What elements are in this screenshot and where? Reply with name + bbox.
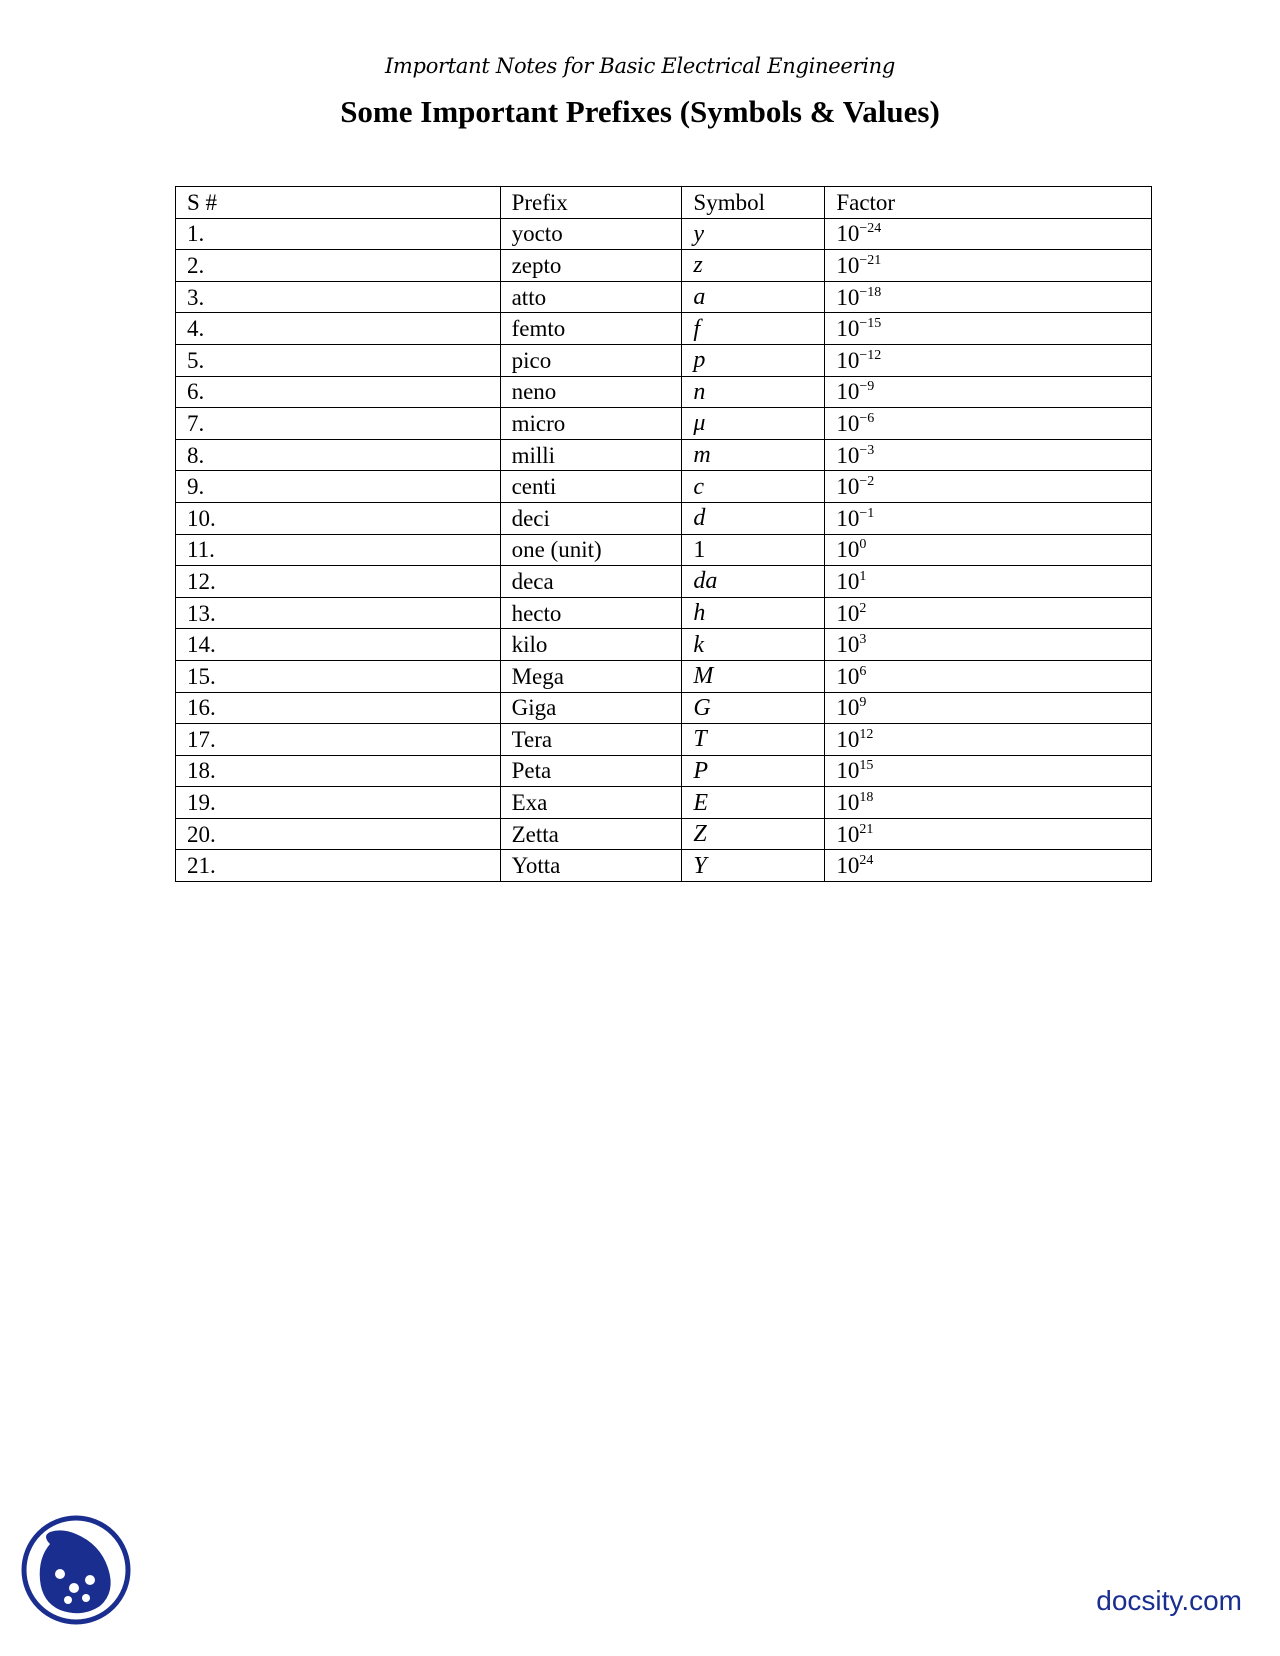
row-symbol-cell: f (682, 313, 825, 345)
row-symbol-cell: T (682, 724, 825, 756)
table-row (176, 566, 1152, 598)
factor-exponent: 1 (859, 568, 867, 584)
row-symbol-cell: da (682, 566, 825, 598)
row-prefix-cell: deci (500, 502, 682, 534)
row-factor-cell (825, 660, 1152, 692)
table-row (176, 439, 1152, 471)
factor-exponent: −9 (859, 379, 875, 395)
table-row (176, 502, 1152, 534)
factor-base: 10 (836, 758, 860, 784)
column-header-prefix: Prefix (500, 187, 682, 219)
factor-base: 10 (836, 790, 860, 816)
factor-exponent: 18 (859, 790, 874, 806)
row-sn-cell: 2. (176, 250, 501, 282)
row-factor-cell (825, 566, 1152, 598)
row-factor-cell (825, 471, 1152, 503)
row-factor-cell (825, 218, 1152, 250)
row-symbol-cell: 1 (682, 534, 825, 566)
row-factor-cell (825, 597, 1152, 629)
factor-exponent: −2 (859, 474, 875, 490)
row-symbol-cell: P (682, 755, 825, 787)
table-row (176, 313, 1152, 345)
table-row (176, 692, 1152, 724)
table-header-row (176, 187, 1152, 219)
factor-exponent: −18 (859, 284, 882, 300)
row-sn-cell: 15. (176, 660, 501, 692)
row-factor-cell (825, 692, 1152, 724)
row-symbol-cell: m (682, 439, 825, 471)
row-symbol-cell: z (682, 250, 825, 282)
row-prefix-cell: neno (500, 376, 682, 408)
factor-base: 10 (836, 221, 860, 247)
factor-base: 10 (836, 821, 860, 847)
prefix-table (175, 186, 1152, 882)
factor-exponent: −12 (859, 347, 882, 363)
row-prefix-cell: zepto (500, 250, 682, 282)
row-symbol-cell: n (682, 376, 825, 408)
row-factor-cell (825, 313, 1152, 345)
row-prefix-cell: micro (500, 408, 682, 440)
row-prefix-cell: femto (500, 313, 682, 345)
column-header-symbol: Symbol (682, 187, 825, 219)
factor-base: 10 (836, 632, 860, 658)
factor-base: 10 (836, 379, 860, 405)
factor-base: 10 (836, 853, 860, 879)
row-prefix-cell: Zetta (500, 818, 682, 850)
row-prefix-cell: yocto (500, 218, 682, 250)
table-row (176, 376, 1152, 408)
row-factor-cell (825, 629, 1152, 661)
factor-base: 10 (836, 726, 860, 752)
row-sn-cell: 16. (176, 692, 501, 724)
factor-exponent: 2 (859, 600, 867, 616)
row-sn-cell: 9. (176, 471, 501, 503)
row-sn-cell: 7. (176, 408, 501, 440)
column-header-sn: S # (176, 187, 501, 219)
factor-exponent: −6 (859, 410, 875, 426)
table-row (176, 250, 1152, 282)
factor-base: 10 (836, 505, 860, 531)
row-factor-cell (825, 250, 1152, 282)
row-sn-cell: 17. (176, 724, 501, 756)
table-row (176, 629, 1152, 661)
row-symbol-cell: a (682, 281, 825, 313)
row-prefix-cell: milli (500, 439, 682, 471)
row-factor-cell (825, 850, 1152, 882)
table-row (176, 850, 1152, 882)
row-sn-cell: 3. (176, 281, 501, 313)
row-prefix-cell: Peta (500, 755, 682, 787)
row-sn-cell: 11. (176, 534, 501, 566)
row-sn-cell: 18. (176, 755, 501, 787)
factor-base: 10 (836, 442, 860, 468)
row-symbol-cell: Z (682, 818, 825, 850)
factor-base: 10 (836, 252, 860, 278)
factor-exponent: 24 (859, 853, 874, 869)
factor-base: 10 (836, 474, 860, 500)
row-prefix-cell: kilo (500, 629, 682, 661)
factor-exponent: 21 (859, 821, 874, 837)
row-factor-cell (825, 502, 1152, 534)
factor-base: 10 (836, 410, 860, 436)
factor-exponent: 9 (859, 695, 867, 711)
row-sn-cell: 12. (176, 566, 501, 598)
page-title: Some Important Prefixes (Symbols & Values) (340, 94, 940, 129)
brand-link[interactable]: docsity.com (1096, 1585, 1242, 1616)
table-row (176, 471, 1152, 503)
factor-exponent: 0 (859, 537, 867, 553)
factor-base: 10 (836, 537, 860, 563)
row-sn-cell: 10. (176, 502, 501, 534)
table-row (176, 281, 1152, 313)
row-sn-cell: 20. (176, 818, 501, 850)
row-symbol-cell: Y (682, 850, 825, 882)
row-prefix-cell: centi (500, 471, 682, 503)
row-factor-cell (825, 439, 1152, 471)
row-factor-cell (825, 281, 1152, 313)
column-header-factor: Factor (825, 187, 1152, 219)
row-symbol-cell: p (682, 344, 825, 376)
factor-base: 10 (836, 284, 860, 310)
row-prefix-cell: pico (500, 344, 682, 376)
row-symbol-cell: y (682, 218, 825, 250)
factor-exponent: 12 (859, 726, 874, 742)
row-symbol-cell: G (682, 692, 825, 724)
row-prefix-cell: Giga (500, 692, 682, 724)
factor-exponent: −3 (859, 442, 875, 458)
factor-exponent: −15 (859, 316, 882, 332)
table-row (176, 218, 1152, 250)
row-sn-cell: 19. (176, 787, 501, 819)
factor-exponent: −1 (859, 505, 875, 521)
table-row (176, 344, 1152, 376)
row-prefix-cell: Tera (500, 724, 682, 756)
factor-base: 10 (836, 568, 860, 594)
row-prefix-cell: deca (500, 566, 682, 598)
table-row (176, 660, 1152, 692)
factor-exponent: −21 (859, 252, 882, 268)
table-body (176, 218, 1152, 881)
factor-base: 10 (836, 663, 860, 689)
factor-base: 10 (836, 695, 860, 721)
factor-base: 10 (836, 347, 860, 373)
table-row (176, 534, 1152, 566)
row-symbol-cell: k (682, 629, 825, 661)
row-factor-cell (825, 787, 1152, 819)
factor-base: 10 (836, 600, 860, 626)
row-symbol-cell: c (682, 471, 825, 503)
factor-exponent: −24 (859, 221, 882, 237)
row-factor-cell (825, 724, 1152, 756)
page-header: Important Notes for Basic Electrical Engineering (384, 54, 896, 78)
row-sn-cell: 5. (176, 344, 501, 376)
row-sn-cell: 21. (176, 850, 501, 882)
row-symbol-cell: d (682, 502, 825, 534)
row-sn-cell: 1. (176, 218, 501, 250)
row-symbol-cell: M (682, 660, 825, 692)
row-prefix-cell: Mega (500, 660, 682, 692)
table-row (176, 818, 1152, 850)
row-symbol-cell: μ (682, 408, 825, 440)
row-factor-cell (825, 408, 1152, 440)
row-factor-cell (825, 534, 1152, 566)
factor-base: 10 (836, 316, 860, 342)
table-row (176, 787, 1152, 819)
row-factor-cell (825, 344, 1152, 376)
factor-exponent: 15 (859, 758, 874, 774)
factor-exponent: 3 (859, 632, 867, 648)
docsity-logo-icon (20, 1514, 132, 1626)
row-sn-cell: 8. (176, 439, 501, 471)
row-sn-cell: 6. (176, 376, 501, 408)
row-prefix-cell: atto (500, 281, 682, 313)
row-symbol-cell: h (682, 597, 825, 629)
row-sn-cell: 13. (176, 597, 501, 629)
row-sn-cell: 14. (176, 629, 501, 661)
table-row (176, 597, 1152, 629)
row-prefix-cell: one (unit) (500, 534, 682, 566)
row-prefix-cell: hecto (500, 597, 682, 629)
row-factor-cell (825, 818, 1152, 850)
table-row (176, 724, 1152, 756)
table-row (176, 755, 1152, 787)
factor-exponent: 6 (859, 663, 867, 679)
row-factor-cell (825, 376, 1152, 408)
row-symbol-cell: E (682, 787, 825, 819)
table-row (176, 408, 1152, 440)
row-prefix-cell: Yotta (500, 850, 682, 882)
row-factor-cell (825, 755, 1152, 787)
row-prefix-cell: Exa (500, 787, 682, 819)
row-sn-cell: 4. (176, 313, 501, 345)
